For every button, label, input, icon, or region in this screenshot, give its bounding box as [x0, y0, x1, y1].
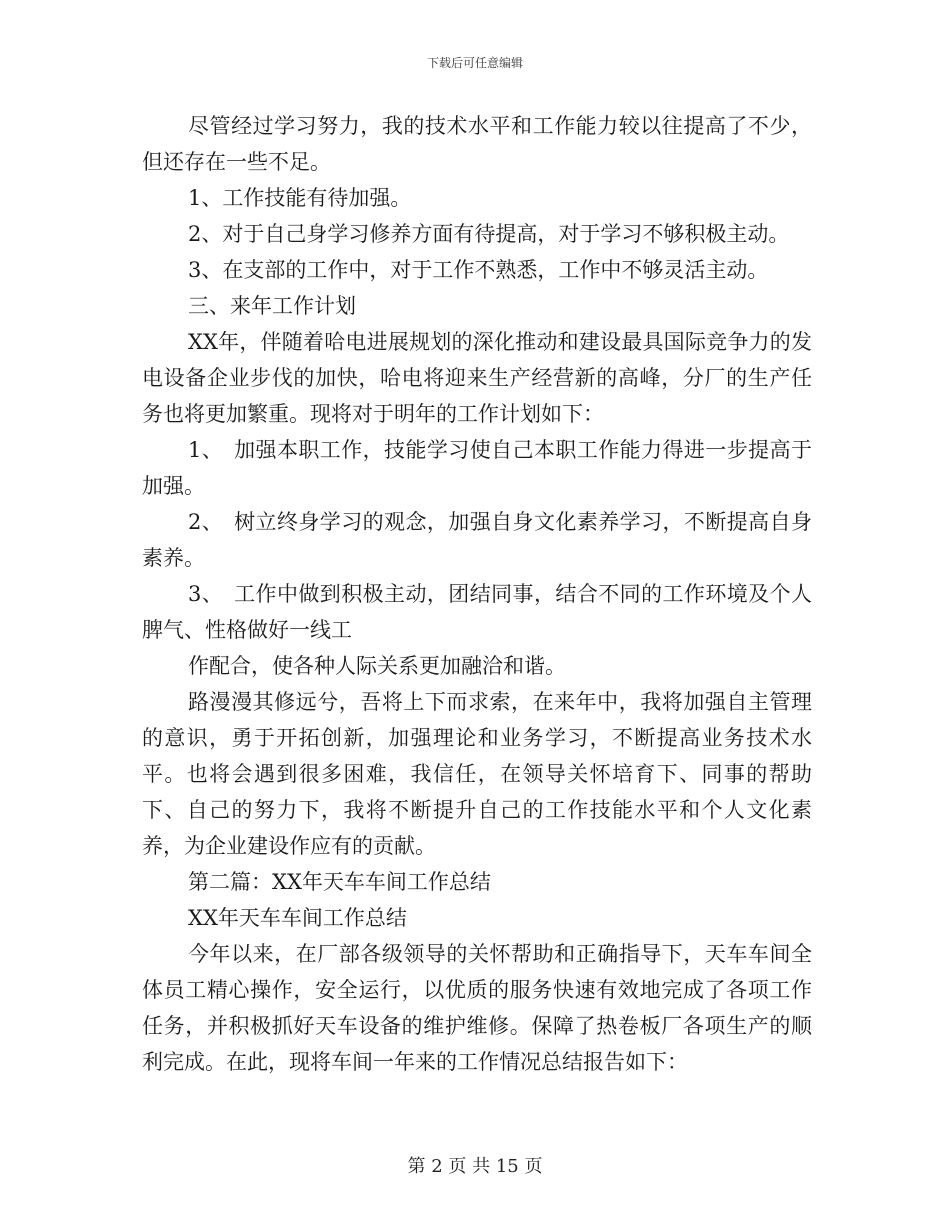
list-item: 3、在支部的工作中，对于工作不熟悉，工作中不够灵活主动。 [188, 258, 769, 282]
paragraph: 今年以来，在厂部各级领导的关怀帮助和正确指导下，天车车间全体员工精心操作，安全运行，以优质的服务快速有效地完成了各项工作任务，并积极抓好天车设备的维护维修。保障了热卷板厂各项生产的顺利完成。在此，现将车间一年来的工作情况总结报告如下： [142, 942, 812, 1074]
paragraph: 作配合，使各种人际关系更加融洽和谐。 [188, 654, 566, 678]
paragraph: 路漫漫其修远兮，吾将上下而求索，在来年中，我将加强自主管理的意识，勇于开拓创新，加强理论和业务学习，不断提高业务技术水平。也将会遇到很多困难，我信任，在领导关怀培育下、同事的帮助下、自己的努力下，我将不断提升自己的工作技能水平和个人文化素养，为企业建设作应有的贡献。 [142, 690, 812, 858]
list-item: 2、 树立终身学习的观念，加强自身文化素养学习，不断提高自身素养。 [142, 510, 812, 570]
paragraph: 尽管经过学习努力，我的技术水平和工作能力较以往提高了不少，但还存在一些不足。 [142, 114, 812, 174]
list-item: 1、工作技能有待加强。 [188, 186, 412, 210]
page-header: 下载后可任意编辑 [426, 56, 523, 70]
page-footer: 第 2 页 共 15 页 [407, 1156, 543, 1177]
section-heading: 第二篇：XX年天车车间工作总结 [188, 870, 491, 894]
document-title: XX年天车车间工作总结 [188, 906, 407, 930]
document-body [142, 108, 812, 1080]
paragraph: XX年，伴随着哈电进展规划的深化推动和建设最具国际竞争力的发电设备企业步伐的加快，哈电将迎来生产经营新的高峰，分厂的生产任务也将更加繁重。现将对于明年的工作计划如下： [142, 330, 812, 426]
list-item: 1、 加强本职工作，技能学习使自己本职工作能力得进一步提高于加强。 [142, 438, 812, 498]
list-item: 2、对于自己身学习修养方面有待提高，对于学习不够积极主动。 [188, 222, 790, 246]
section-heading: 三、来年工作计划 [188, 294, 356, 318]
list-item: 3、 工作中做到积极主动，团结同事，结合不同的工作环境及个人脾气、性格做好一线工 [142, 582, 812, 642]
